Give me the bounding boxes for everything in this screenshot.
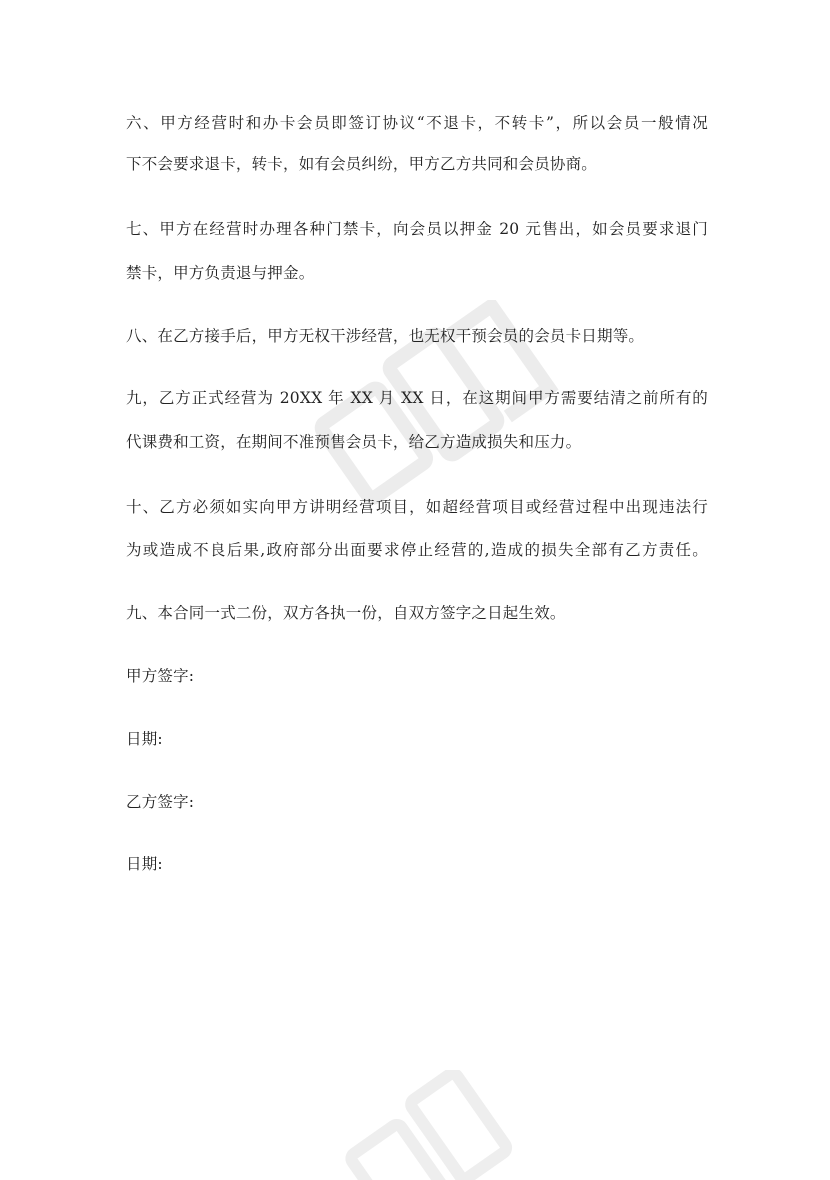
clause-9-line-2: 代课费和工资，在期间不准预售会员卡，给乙方造成损失和压力。	[126, 433, 582, 451]
clause-8-line-1: 八、在乙方接手后，甲方无权干涉经营，也无权干预会员的会员卡日期等。	[126, 327, 645, 345]
watermark-logo-icon-bottom	[330, 1070, 550, 1180]
party-b-date-label: 日期:	[126, 855, 163, 873]
clause-7-line-1: 七、甲方在经营时办理各种门禁卡，向会员以押金 20 元售出，如会员要求退门	[126, 220, 708, 238]
clause-copies-line-1: 九、本合同一式二份，双方各执一份，自双方签字之日起生效。	[126, 604, 566, 622]
party-b-signature-label: 乙方签字:	[126, 793, 195, 811]
clause-7-line-2: 禁卡，甲方负责退与押金。	[126, 264, 315, 282]
party-a-date-label: 日期:	[126, 730, 163, 748]
clause-6-line-1: 六、甲方经营时和办卡会员即签订协议“不退卡，不转卡”，所以会员一般情况	[126, 114, 708, 132]
clause-9-line-1: 九，乙方正式经营为 20XX 年 XX 月 XX 日，在这期间甲方需要结清之前所有的	[126, 389, 708, 407]
clause-6-line-2: 下不会要求退卡，转卡，如有会员纠纷，甲方乙方共同和会员协商。	[126, 155, 598, 173]
party-a-signature-label: 甲方签字:	[126, 667, 195, 685]
clause-10-line-1: 十、乙方必须如实向甲方讲明经营项目，如超经营项目或经营过程中出现违法行	[126, 498, 708, 516]
clause-10-line-2: 为或造成不良后果,政府部分出面要求停止经营的,造成的损失全部有乙方责任。	[126, 541, 708, 559]
